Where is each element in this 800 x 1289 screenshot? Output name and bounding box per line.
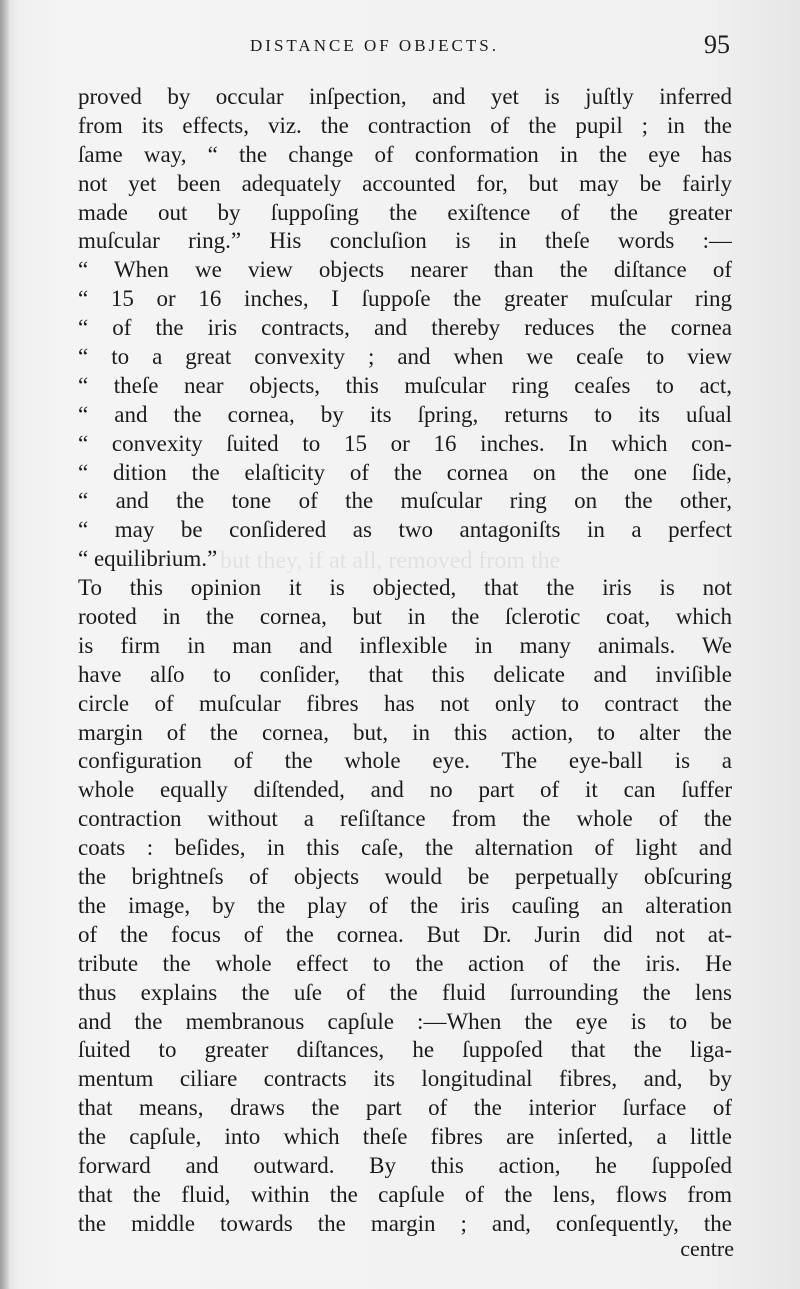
- text-line: the image, by the play of the iris cauſing an alteration: [78, 892, 732, 918]
- text-line: forward and outward. By this action, he ſuppoſed: [78, 1152, 732, 1178]
- text-line: ſame way, “ the change of conformation in the eye has: [78, 141, 732, 167]
- text-line: ſuited to greater diſtances, he ſuppoſed that the liga-: [78, 1037, 732, 1063]
- text-line: mentum ciliare contracts its longitudinal fibres, and, by: [78, 1066, 732, 1092]
- text-line: circle of muſcular fibres has not only to contract the: [78, 690, 732, 716]
- text-line: and the membranous capſule :—When the eye is to be: [78, 1008, 732, 1034]
- text-line: “ of the iris contracts, and thereby reduces the cornea: [78, 315, 732, 341]
- text-line: not yet been adequately accounted for, but may be fairly: [78, 170, 732, 196]
- text-line: “ theſe near objects, this muſcular ring ceaſes to act,: [78, 372, 732, 398]
- text-line: “ equilibrium.”: [78, 546, 218, 572]
- text-line: configuration of the whole eye. The eye-ball is a: [78, 748, 732, 774]
- text-line: the capſule, into which theſe fibres are inſerted, a little: [78, 1124, 732, 1150]
- show-through-text: but they, if at all, removed from the: [220, 548, 561, 574]
- text-line: whole equally diſtended, and no part of it can ſuffer: [78, 777, 732, 803]
- page-number: 95: [704, 30, 730, 59]
- text-line: “ may be conſidered as two antagoniſts in a perfect: [78, 517, 732, 543]
- text-line: coats : beſides, in this caſe, the alternation of light and: [78, 835, 732, 861]
- text-line: made out by ſuppoſing the exiſtence of the greater: [78, 199, 732, 225]
- text-line: from its effects, viz. the contraction of the pupil ; in the: [78, 112, 732, 138]
- text-line: “ When we view objects nearer than the diſtance of: [78, 257, 732, 283]
- text-line: “ dition the elaſticity of the cornea on the one ſide,: [78, 459, 732, 485]
- text-line: the middle towards the margin ; and, conſequently, the: [78, 1210, 732, 1236]
- text-line: that means, draws the part of the interior ſurface of: [78, 1095, 732, 1121]
- text-line: of the focus of the cornea. But Dr. Jurin did not at-: [78, 921, 732, 947]
- catchword: centre: [680, 1236, 734, 1261]
- text-line: “ convexity ſuited to 15 or 16 inches. In which con-: [78, 430, 732, 456]
- text-line: rooted in the cornea, but in the ſclerotic coat, which: [78, 604, 732, 630]
- text-line: To this opinion it is objected, that the iris is not: [78, 575, 732, 601]
- text-line: muſcular ring.” His concluſion is in theſe words :—: [78, 228, 732, 254]
- running-title: DISTANCE OF OBJECTS.: [250, 36, 499, 55]
- text-line: that the fluid, within the capſule of the lens, flows from: [78, 1181, 732, 1207]
- body-text: [78, 83, 732, 1239]
- text-line: “ and the cornea, by its ſpring, returns to its uſual: [78, 401, 732, 427]
- text-line: tribute the whole effect to the action of the iris. He: [78, 950, 732, 976]
- text-line: have alſo to conſider, that this delicate and inviſible: [78, 661, 732, 687]
- page-gutter-shadow: [0, 0, 10, 1289]
- text-line: “ 15 or 16 inches, I ſuppoſe the greater muſcular ring: [78, 286, 732, 312]
- text-line: is firm in man and inflexible in many animals. We: [78, 632, 732, 658]
- text-line: thus explains the uſe of the fluid ſurrounding the lens: [78, 979, 732, 1005]
- page-header: [80, 30, 730, 70]
- text-line: proved by occular inſpection, and yet is juſtly inferred: [78, 84, 732, 109]
- text-line: margin of the cornea, but, in this action, to alter the: [78, 719, 732, 745]
- text-line: “ to a great convexity ; and when we ceaſe to view: [78, 344, 732, 370]
- text-line: contraction without a reſiſtance from the whole of the: [78, 806, 732, 832]
- text-line: “ and the tone of the muſcular ring on the other,: [78, 488, 732, 514]
- text-line: the brightneſs of objects would be perpetually obſcuring: [78, 864, 732, 890]
